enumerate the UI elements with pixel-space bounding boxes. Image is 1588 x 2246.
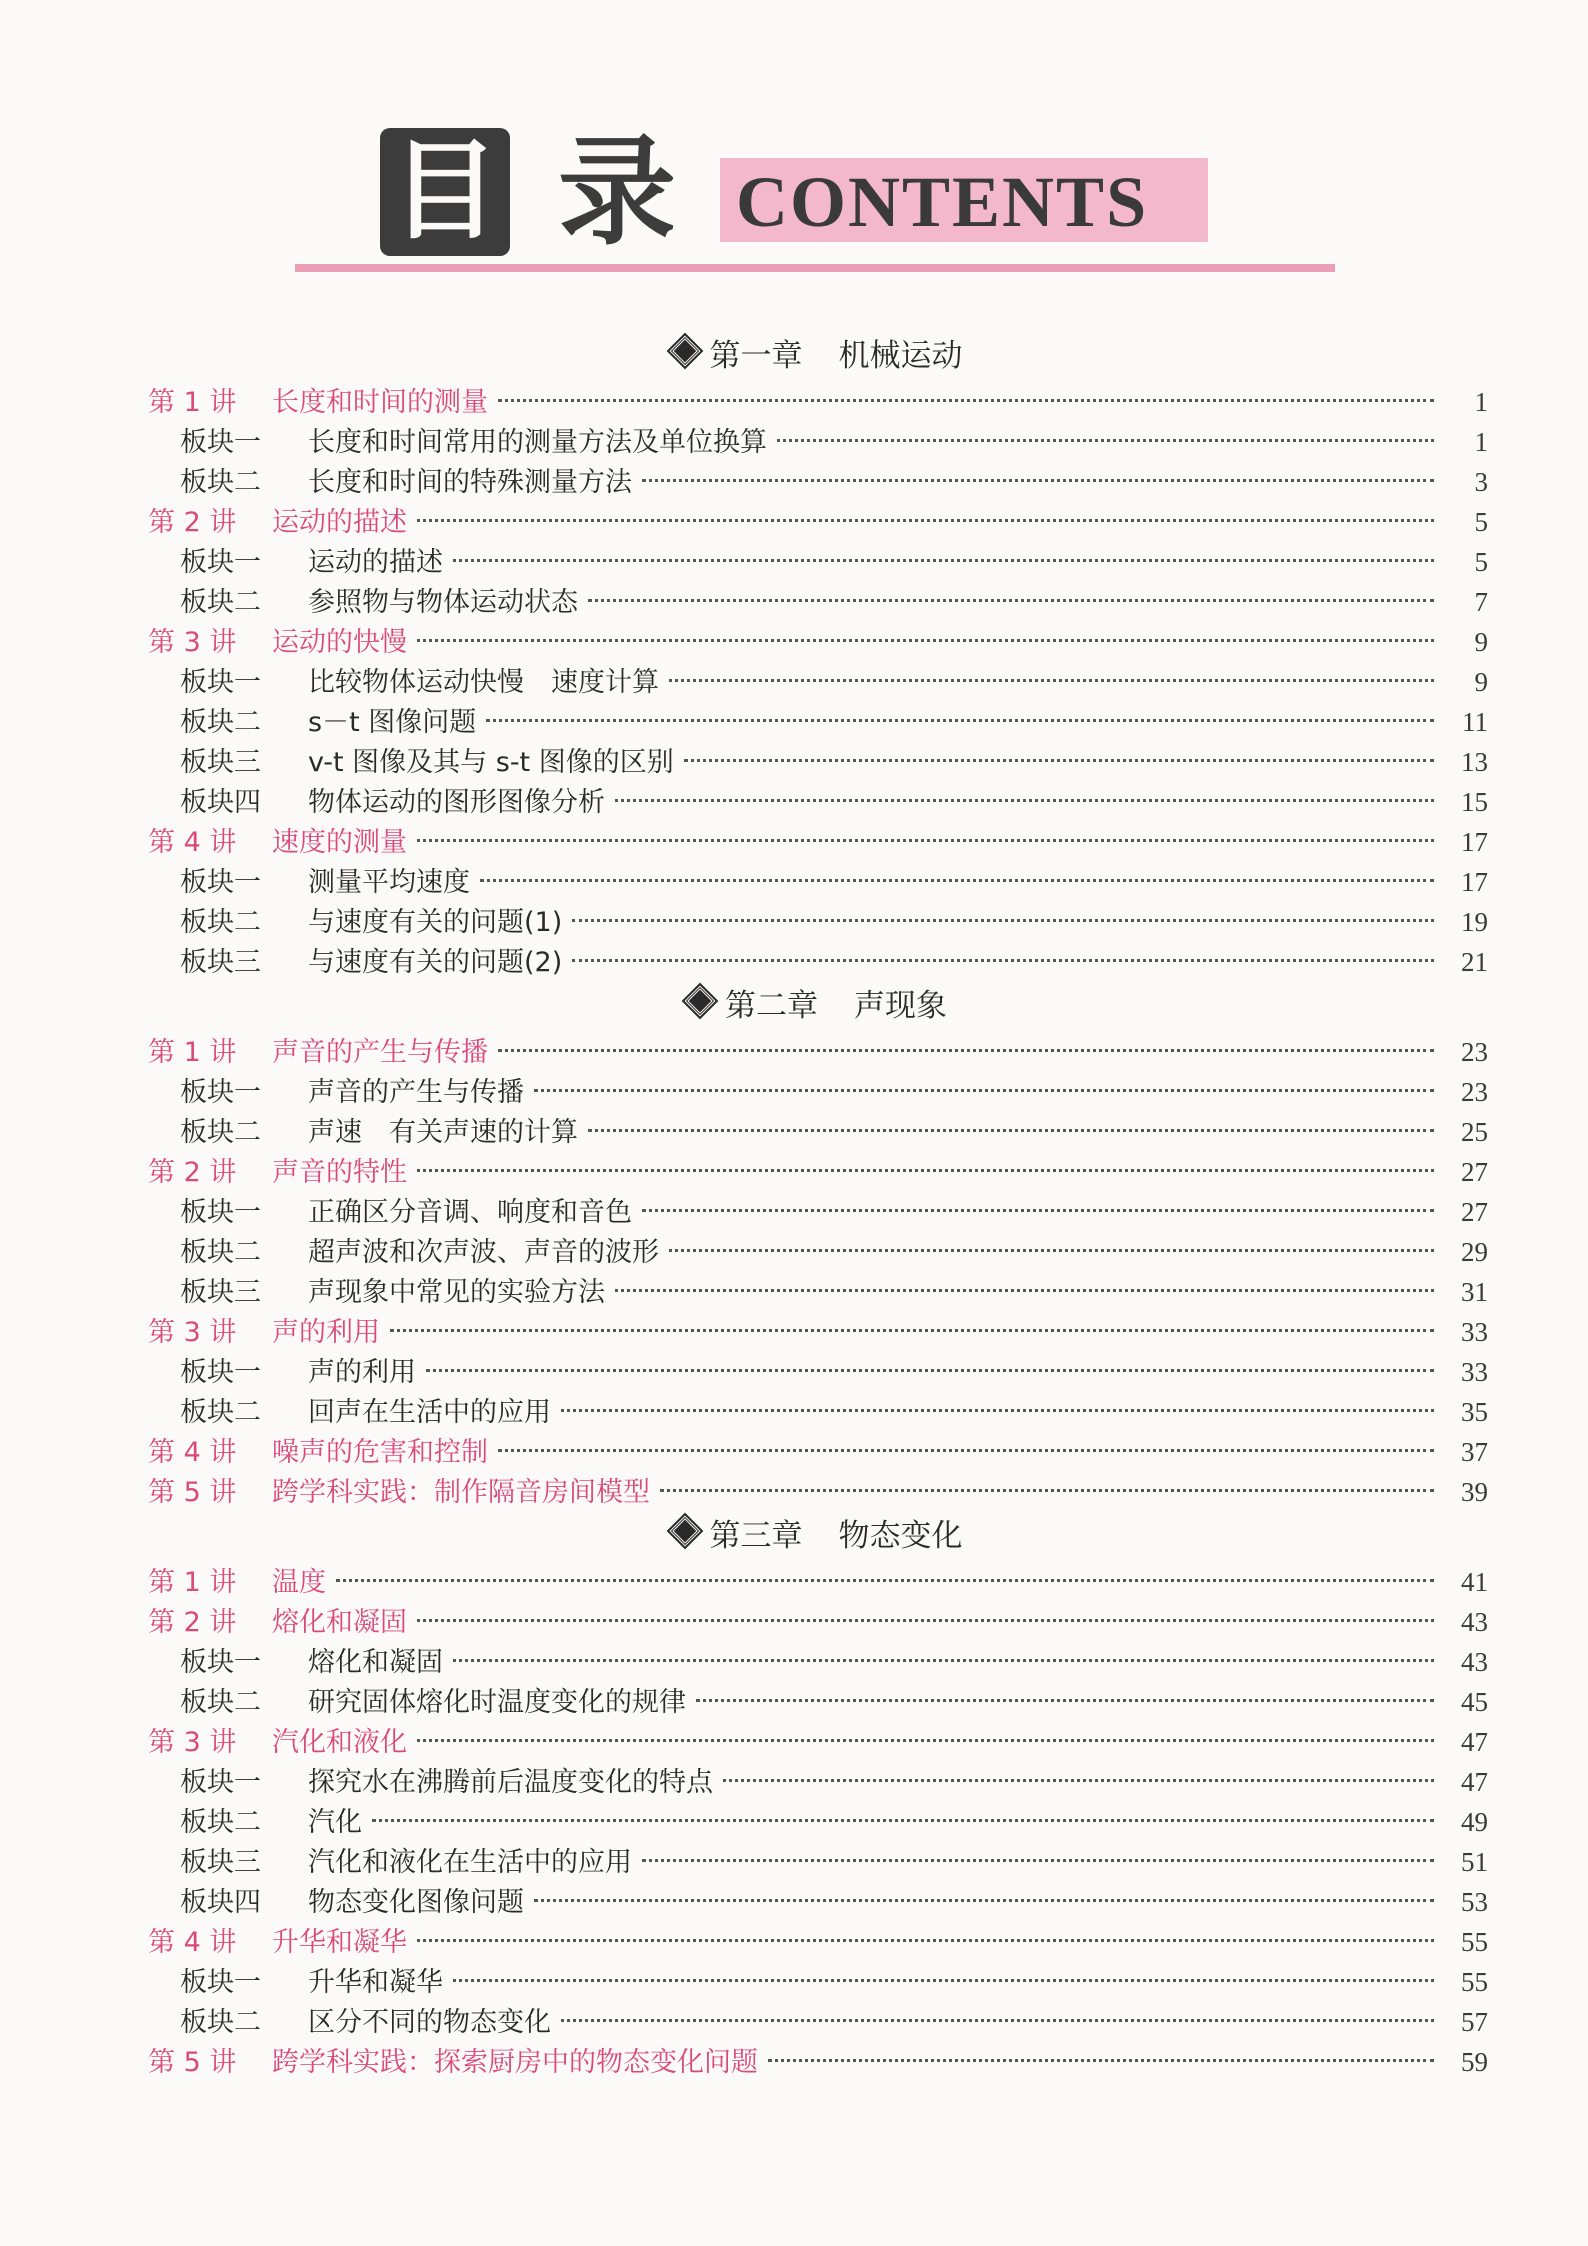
entry-title: 汽化 [308,1807,362,1838]
section-number: 板块四 [180,1887,261,1918]
page-number: 27 [1461,1197,1488,1227]
dot-leader [777,439,1434,442]
section-number: 板块二 [180,907,261,938]
dot-leader [642,479,1434,482]
page-number: 49 [1461,1807,1488,1837]
dot-leader [669,1249,1434,1252]
chapter-heading [148,336,1488,376]
dot-leader [426,1369,1434,1372]
toc-lecture-entry[interactable] [148,1152,1488,1192]
toc-section-entry[interactable] [148,422,1488,462]
entry-text [180,1073,524,1113]
section-number: 板块二 [180,1687,261,1718]
lecture-number: 第 1 讲 [148,1037,237,1068]
dot-leader [723,1779,1434,1782]
dot-leader [588,599,1434,602]
lecture-number: 第 4 讲 [148,827,237,858]
entry-text [148,503,407,543]
toc-header [380,123,1340,268]
toc-lecture-entry[interactable] [148,1032,1488,1072]
entry-title: 熔化和凝固 [272,1607,407,1638]
lecture-number: 第 4 讲 [148,1437,237,1468]
dot-leader [417,1619,1434,1622]
entry-title: 运动的描述 [308,547,443,578]
section-number: 板块一 [180,867,261,898]
dot-leader [534,1899,1434,1902]
entry-title: s－t 图像问题 [308,707,477,738]
toc-section-entry[interactable] [148,1272,1488,1312]
toc-section-entry[interactable] [148,582,1488,622]
page-number: 55 [1461,1967,1488,1997]
entry-text [180,1643,443,1683]
entry-title: 运动的描述 [272,507,407,538]
entry-text [180,1843,632,1883]
page-number: 45 [1461,1687,1488,1717]
dot-leader [642,1209,1434,1212]
toc-section-entry[interactable] [148,742,1488,782]
dot-leader [684,759,1434,762]
entry-text [180,1353,416,1393]
entry-title: 声的利用 [272,1317,380,1348]
chapter-title: 物态变化 [838,1518,963,1554]
dot-leader [372,1819,1434,1822]
section-number: 板块三 [180,747,261,778]
table-of-contents [148,332,1488,2082]
entry-title: 声的利用 [308,1357,416,1388]
section-number: 板块二 [180,1117,261,1148]
entry-title: 物体运动的图形图像分析 [308,787,605,818]
lecture-number: 第 2 讲 [148,1607,237,1638]
dot-leader [390,1329,1434,1332]
dot-leader [669,679,1434,682]
page-number: 15 [1461,787,1488,817]
toc-section-entry[interactable] [148,1682,1488,1722]
dot-leader [615,1289,1434,1292]
page-number: 31 [1461,1277,1488,1307]
toc-section-entry[interactable] [148,462,1488,502]
page-number: 23 [1461,1077,1488,1107]
chapter-number: 第三章 [709,1518,803,1554]
entry-title: 正确区分音调、响度和音色 [308,1197,632,1228]
section-number: 板块二 [180,587,261,618]
lecture-number: 第 2 讲 [148,507,237,538]
lecture-number: 第 4 讲 [148,1927,237,1958]
entry-title: 噪声的危害和控制 [272,1437,488,1468]
toc-lecture-entry[interactable] [148,1722,1488,1762]
page-number: 13 [1461,747,1488,777]
lecture-number: 第 3 讲 [148,627,237,658]
entry-title: 声音的产生与传播 [272,1037,488,1068]
dot-leader [561,2019,1434,2022]
section-number: 板块一 [180,1077,261,1108]
entry-title: 声现象中常见的实验方法 [308,1277,605,1308]
chapter-title: 声现象 [854,988,947,1024]
entry-text [148,823,407,863]
page-number: 9 [1474,627,1488,657]
page-number: 33 [1461,1317,1488,1347]
page-number: 33 [1461,1357,1488,1387]
section-number: 板块一 [180,1197,261,1228]
dot-leader [498,1449,1434,1452]
page-number: 47 [1461,1767,1488,1797]
toc-section-entry[interactable] [148,662,1488,702]
lecture-number: 第 5 讲 [148,2047,237,2078]
lecture-number: 第 1 讲 [148,1567,237,1598]
entry-text [148,1473,650,1513]
dot-leader [561,1409,1434,1412]
section-number: 板块二 [180,467,261,498]
page-number: 7 [1474,587,1488,617]
entry-title: 物态变化图像问题 [308,1887,524,1918]
section-number: 板块一 [180,1357,261,1388]
toc-section-entry[interactable] [148,862,1488,902]
toc-section-entry[interactable] [148,1962,1488,2002]
section-number: 板块三 [180,1277,261,1308]
entry-text [180,1883,524,1923]
page-number: 51 [1461,1847,1488,1877]
page-number: 11 [1462,707,1488,737]
toc-lecture-entry[interactable] [148,822,1488,862]
entry-text [180,703,476,743]
entry-title: 参照物与物体运动状态 [308,587,578,618]
entry-text [180,1803,362,1843]
toc-section-entry[interactable] [148,1072,1488,1112]
dot-leader [534,1089,1434,1092]
section-number: 板块二 [180,707,261,738]
toc-lecture-entry[interactable] [148,1922,1488,1962]
section-number: 板块一 [180,547,261,578]
toc-lecture-entry[interactable] [148,502,1488,542]
toc-lecture-entry[interactable] [148,1602,1488,1642]
entry-title: 声速 有关声速的计算 [308,1117,578,1148]
entry-title: 跨学科实践：探索厨房中的物态变化问题 [272,2047,758,2078]
page-number: 1 [1474,427,1488,457]
page-number: 27 [1461,1157,1488,1187]
page-number: 43 [1461,1607,1488,1637]
entry-text [180,943,562,983]
dot-leader [417,639,1434,642]
dot-leader [615,799,1434,802]
page-number: 5 [1474,507,1488,537]
entry-title: 汽化和液化在生活中的应用 [308,1847,632,1878]
entry-text [180,1193,632,1233]
entry-text [148,1313,380,1353]
page-number: 43 [1461,1647,1488,1677]
chapter-heading [148,1516,1488,1556]
dot-leader [417,1169,1434,1172]
entry-title: 升华和凝华 [272,1927,407,1958]
toc-lecture-entry[interactable] [148,2042,1488,2082]
entry-text [148,1603,407,1643]
toc-section-entry[interactable] [148,1352,1488,1392]
section-number: 板块四 [180,787,261,818]
entry-text [180,1233,659,1273]
title-char-lu: 录 [558,123,677,261]
entry-title: 与速度有关的问题(2) [308,947,563,978]
chapter-number: 第一章 [709,338,803,374]
toc-section-entry[interactable] [148,1112,1488,1152]
page-number: 47 [1461,1727,1488,1757]
entry-title: 声音的特性 [272,1157,407,1188]
lecture-number: 第 1 讲 [148,387,237,418]
entry-title: 探究水在沸腾前后温度变化的特点 [308,1767,713,1798]
toc-section-entry[interactable] [148,1802,1488,1842]
lecture-number: 第 3 讲 [148,1317,237,1348]
title-char-mu: 目 [380,128,510,256]
section-number: 板块一 [180,1967,261,1998]
entry-text [148,623,407,663]
dot-leader [498,1049,1434,1052]
dot-leader [696,1699,1434,1702]
page-number: 35 [1461,1397,1488,1427]
dot-leader [417,1939,1434,1942]
lecture-number: 第 5 讲 [148,1477,237,1508]
entry-text [180,2003,551,2043]
lecture-number: 第 2 讲 [148,1157,237,1188]
page-number: 25 [1461,1117,1488,1147]
entry-title: 测量平均速度 [308,867,470,898]
toc-section-entry[interactable] [148,2002,1488,2042]
dot-leader [480,879,1434,882]
entry-title: 区分不同的物态变化 [308,2007,551,2038]
section-number: 板块二 [180,2007,261,2038]
entry-title: 研究固体熔化时温度变化的规律 [308,1687,686,1718]
contents-label: CONTENTS [736,162,1149,242]
page-number: 1 [1474,387,1488,417]
page-number: 53 [1461,1887,1488,1917]
entry-title: 跨学科实践：制作隔音房间模型 [272,1477,650,1508]
entry-text [180,783,605,823]
entry-title: 运动的快慢 [272,627,407,658]
entry-text [180,903,562,943]
page-number: 21 [1461,947,1488,977]
entry-title: 长度和时间的测量 [272,387,488,418]
entry-text [180,543,443,583]
entry-text [180,1683,686,1723]
chapter-number: 第二章 [725,988,818,1024]
toc-section-entry[interactable] [148,1882,1488,1922]
header-divider [295,264,1335,272]
entry-title: 长度和时间的特殊测量方法 [308,467,632,498]
entry-title: v-t 图像及其与 s-t 图像的区别 [308,747,674,778]
toc-section-entry[interactable] [148,782,1488,822]
page-number: 41 [1461,1567,1488,1597]
entry-text [180,1113,578,1153]
section-number: 板块二 [180,1237,261,1268]
entry-title: 回声在生活中的应用 [308,1397,551,1428]
entry-title: 熔化和凝固 [308,1647,443,1678]
page-number: 59 [1461,2047,1488,2077]
lecture-number: 第 3 讲 [148,1727,237,1758]
toc-section-entry[interactable] [148,1392,1488,1432]
entry-text [180,583,578,623]
page-number: 17 [1461,867,1488,897]
entry-text [148,1433,488,1473]
entry-text [180,1763,713,1803]
entry-text [180,1273,605,1313]
page-number: 19 [1461,907,1488,937]
toc-lecture-entry[interactable] [148,1472,1488,1512]
toc-section-entry[interactable] [148,542,1488,582]
section-number: 板块一 [180,1647,261,1678]
toc-lecture-entry[interactable] [148,1432,1488,1472]
dot-leader [336,1579,1434,1582]
dot-leader [660,1489,1434,1492]
entry-text [180,1393,551,1433]
page-number: 5 [1474,547,1488,577]
entry-text [148,383,488,423]
diamond-bullet-icon [669,335,700,366]
entry-title: 与速度有关的问题(1) [308,907,563,938]
toc-section-entry[interactable] [148,702,1488,742]
page-number: 37 [1461,1437,1488,1467]
entry-title: 声音的产生与传播 [308,1077,524,1108]
dot-leader [572,959,1434,962]
dot-leader [498,399,1434,402]
entry-text [180,423,767,463]
entry-title: 汽化和液化 [272,1727,407,1758]
chapter-heading [148,986,1488,1026]
section-number: 板块一 [180,1767,261,1798]
dot-leader [453,1979,1434,1982]
page-number: 3 [1474,467,1488,497]
section-number: 板块二 [180,1807,261,1838]
page-number: 55 [1461,1927,1488,1957]
toc-section-entry[interactable] [148,1232,1488,1272]
page-number: 17 [1461,827,1488,857]
dot-leader [588,1129,1434,1132]
chapter-title: 机械运动 [838,338,963,374]
entry-text [148,1563,326,1603]
entry-title: 超声波和次声波、声音的波形 [308,1237,659,1268]
entry-title: 比较物体运动快慢 速度计算 [308,667,659,698]
section-number: 板块三 [180,1847,261,1878]
entry-text [180,463,632,503]
section-number: 板块二 [180,1397,261,1428]
entry-text [180,663,659,703]
entry-title: 速度的测量 [272,827,407,858]
dot-leader [642,1859,1434,1862]
toc-section-entry[interactable] [148,1192,1488,1232]
diamond-bullet-icon [669,1515,700,1546]
entry-title: 长度和时间常用的测量方法及单位换算 [308,427,767,458]
page-number: 39 [1461,1477,1488,1507]
entry-title: 温度 [272,1567,326,1598]
page-number: 9 [1474,667,1488,697]
dot-leader [453,1659,1434,1662]
section-number: 板块一 [180,667,261,698]
dot-leader [768,2059,1434,2062]
entry-text [180,743,674,783]
dot-leader [417,839,1434,842]
dot-leader [417,519,1434,522]
dot-leader [453,559,1434,562]
entry-text [148,1153,407,1193]
toc-section-entry[interactable] [148,1642,1488,1682]
toc-section-entry[interactable] [148,902,1488,942]
toc-lecture-entry[interactable] [148,382,1488,422]
toc-lecture-entry[interactable] [148,1562,1488,1602]
diamond-bullet-icon [684,985,715,1016]
entry-text [148,1033,488,1073]
entry-title: 升华和凝华 [308,1967,443,1998]
section-number: 板块三 [180,947,261,978]
entry-text [180,1963,443,2003]
section-number: 板块一 [180,427,261,458]
toc-section-entry[interactable] [148,942,1488,982]
entry-text [148,1923,407,1963]
entry-text [180,863,470,903]
page-number: 23 [1461,1037,1488,1067]
toc-lecture-entry[interactable] [148,622,1488,662]
entry-text [148,1723,407,1763]
toc-section-entry[interactable] [148,1762,1488,1802]
dot-leader [417,1739,1434,1742]
toc-section-entry[interactable] [148,1842,1488,1882]
page-number: 57 [1461,2007,1488,2037]
dot-leader [486,719,1434,722]
dot-leader [572,919,1434,922]
page-number: 29 [1461,1237,1488,1267]
toc-lecture-entry[interactable] [148,1312,1488,1352]
entry-text [148,2043,758,2083]
